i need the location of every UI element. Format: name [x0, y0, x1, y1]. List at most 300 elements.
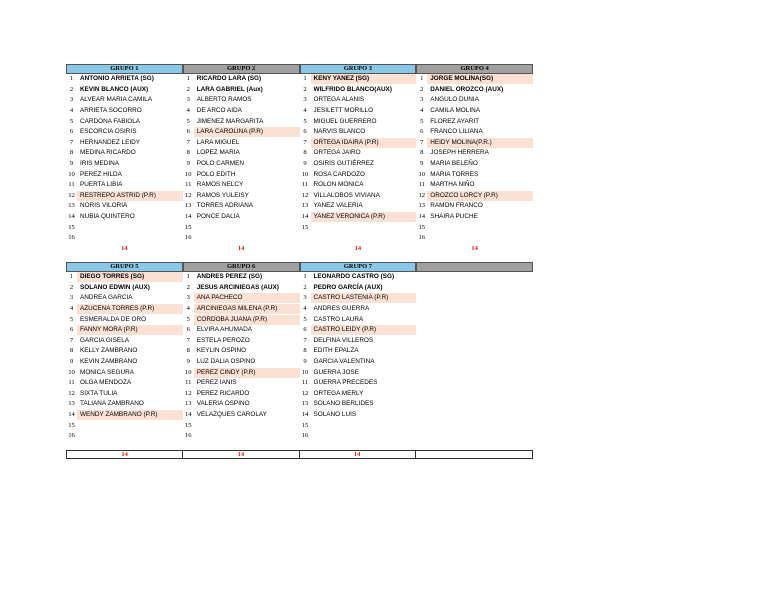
row-number: 12	[301, 389, 309, 397]
table-row	[183, 106, 300, 117]
row-number: 3	[303, 96, 307, 104]
row-number: 4	[69, 107, 74, 115]
member-name: VILLALOBOS VIVIANA	[313, 191, 380, 199]
group-count-row	[66, 450, 533, 459]
member-name: JOSEPH HERRERA	[430, 149, 489, 157]
table-row	[66, 410, 183, 421]
member-name: DELFINA VILLEROS	[313, 336, 374, 344]
table-row	[66, 180, 183, 191]
group-header: GRUPO 2	[183, 64, 300, 74]
member-name: YANEZ VALERIA	[313, 202, 363, 210]
row-number: 6	[69, 326, 74, 334]
row-number: 9	[303, 160, 307, 168]
row-number: 13	[301, 202, 309, 210]
member-name: DIEGO TORRES (SG)	[77, 272, 183, 282]
row-number: 8	[186, 149, 190, 157]
table-row	[300, 116, 417, 127]
row-number: 12	[68, 191, 75, 199]
member-name: ESCORCIA OSIRIS	[80, 128, 137, 136]
row-number: 4	[69, 305, 74, 313]
groups-table-bottom	[66, 262, 533, 442]
member-name: SOLANO EDWIN (AUX)	[80, 283, 150, 291]
group-count-row	[66, 244, 533, 254]
row-number: 2	[186, 85, 190, 93]
member-name	[77, 431, 183, 441]
member-name: ANDREA GARCIA	[80, 294, 133, 302]
member-name: TORRES ADRIANA	[196, 202, 254, 210]
row-number: 16	[184, 234, 192, 242]
member-name: ANDRES GUERRA	[313, 305, 370, 313]
member-name: AZUCENA TORRES (P.R)	[77, 304, 183, 314]
table-row	[183, 233, 300, 244]
member-name: KELLY ZAMBRANO	[80, 347, 138, 355]
row-number: 4	[186, 305, 190, 313]
row-number: 10	[301, 170, 309, 178]
table-row	[183, 272, 300, 283]
row-number: 13	[184, 400, 192, 408]
group-columns	[66, 272, 533, 442]
member-name: LEONARDO CASTRO (SG)	[313, 273, 395, 281]
member-name: MEDINA RICARDO	[80, 149, 136, 157]
table-row	[300, 74, 417, 85]
row-number: 15	[184, 223, 192, 231]
row-number: 3	[186, 96, 190, 104]
row-number: 10	[68, 368, 75, 376]
row-number: 11	[185, 379, 192, 387]
row-number: 3	[420, 96, 424, 104]
group-header: GRUPO 1	[66, 64, 183, 74]
row-number: 7	[69, 336, 74, 344]
table-row	[66, 293, 183, 304]
table-row	[300, 410, 417, 421]
table-row	[300, 389, 417, 400]
row-number: 4	[186, 107, 190, 115]
row-number: 8	[303, 347, 307, 355]
groups-table-top	[66, 64, 533, 254]
member-name: FLOREZ AYARIT	[430, 117, 480, 125]
member-name: PONCE DALIA	[196, 213, 240, 221]
table-row	[66, 420, 183, 431]
member-name: GARCIA VALENTINA	[313, 358, 375, 366]
row-number: 15	[184, 421, 192, 429]
group-header-row	[66, 64, 533, 74]
table-row	[300, 420, 417, 431]
row-number: 12	[418, 191, 426, 199]
table-row	[66, 191, 183, 202]
row-number: 4	[420, 107, 424, 115]
member-name: VELAZQUES CAROLAY	[196, 411, 267, 419]
member-name: OROZCO LORCY (P.R)	[427, 191, 533, 201]
table-row	[183, 357, 300, 368]
member-name: ANGULO DUNIA	[430, 96, 479, 104]
row-number: 5	[186, 315, 190, 323]
row-number: 8	[69, 149, 74, 157]
group-column	[416, 74, 533, 244]
row-number: 15	[301, 421, 309, 429]
member-name: SOLANO LUIS	[313, 411, 357, 419]
member-name: KEVIN ZAMBRANO	[80, 358, 138, 366]
row-number: 14	[301, 213, 309, 221]
table-row	[66, 378, 183, 389]
table-row	[66, 138, 183, 149]
table-row	[416, 180, 533, 191]
member-name: FRANCO LILIANA	[430, 128, 483, 136]
member-name: OSIRIS GUTIÉRREZ	[313, 160, 374, 168]
member-name: PUERTA LIBIA	[80, 181, 123, 189]
member-name: PEREZ IANIS	[196, 379, 237, 387]
group-header: GRUPO 6	[183, 262, 300, 272]
table-row	[300, 399, 417, 410]
member-name: SHAIRA PUCHE	[430, 213, 478, 221]
row-number: 10	[68, 170, 75, 178]
member-name: LUZ DALIA OSPINO	[196, 358, 256, 366]
row-number: 11	[301, 379, 309, 387]
table-row	[183, 367, 300, 378]
row-number: 1	[186, 273, 190, 281]
row-number: 2	[420, 85, 424, 93]
row-number: 1	[69, 273, 74, 281]
table-row	[66, 127, 183, 138]
row-number: 6	[186, 128, 190, 136]
table-row	[66, 357, 183, 368]
row-number: 10	[184, 170, 192, 178]
table-row	[66, 169, 183, 180]
row-number: 16	[68, 234, 75, 242]
table-row	[416, 212, 533, 223]
row-number: 10	[301, 368, 309, 376]
member-name	[194, 421, 300, 431]
member-name: ANTONIO ARRIETA (SG)	[80, 75, 154, 83]
group-header: GRUPO 4	[416, 64, 533, 74]
member-name: JIMENEZ MARGARITA	[196, 117, 264, 125]
member-name: ANDRES PEREZ (SG)	[196, 273, 263, 281]
row-number: 10	[418, 170, 426, 178]
member-count: 14	[183, 451, 299, 458]
member-name	[194, 233, 300, 243]
group-column	[183, 74, 300, 244]
member-name: PEDRO GARCÍA (AUX)	[313, 283, 383, 291]
table-row	[183, 389, 300, 400]
row-number: 9	[303, 358, 307, 366]
table-row	[300, 201, 417, 212]
row-number: 10	[184, 368, 192, 376]
row-number: 9	[186, 358, 190, 366]
table-row	[66, 95, 183, 106]
row-number: 6	[420, 128, 424, 136]
table-row	[300, 138, 417, 149]
member-count: 14	[471, 244, 478, 252]
table-row	[66, 201, 183, 212]
table-row	[183, 431, 300, 442]
member-count: 14	[354, 244, 362, 252]
member-name: ORTEGA MERLY	[313, 389, 364, 397]
row-number: 8	[186, 347, 190, 355]
member-name: RICARDO LARA (SG)	[196, 75, 262, 83]
row-number: 15	[418, 223, 426, 231]
row-number: 7	[303, 138, 307, 146]
member-name: MARIA TORRES	[430, 170, 479, 178]
member-name: ESMERALDA DE ORO	[80, 315, 147, 323]
row-number: 4	[303, 305, 307, 313]
member-name: LARA MIGUEL	[196, 138, 240, 146]
member-name	[77, 233, 183, 243]
table-row	[416, 85, 533, 96]
table-row	[416, 222, 533, 233]
row-number: 11	[68, 181, 75, 189]
table-row	[416, 116, 533, 127]
member-name: DE ARCO AIDA	[196, 107, 242, 115]
member-name: TALIANA ZAMBRANO	[80, 400, 144, 408]
row-number: 3	[303, 294, 307, 302]
member-name: JESUS ARCINIEGAS (AUX)	[196, 283, 279, 291]
member-name: RESTREPO ASTRID (P.R)	[77, 191, 183, 201]
member-name: WENDY ZAMBRANO (P.R)	[77, 410, 183, 420]
table-row	[66, 272, 183, 283]
member-name: IRIS MEDINA	[80, 160, 120, 168]
table-row	[183, 148, 300, 159]
table-row	[66, 389, 183, 400]
row-number: 3	[69, 96, 74, 104]
member-name: ARCINIEGAS MILENA (P.R)	[194, 304, 300, 314]
row-number: 3	[186, 294, 190, 302]
member-name: JORGE MOLINA(SG)	[427, 74, 533, 84]
table-row	[300, 367, 417, 378]
row-number: 2	[303, 283, 307, 291]
row-number: 5	[303, 117, 307, 125]
member-name: NORIS VILORIA	[80, 202, 128, 210]
table-row	[66, 222, 183, 233]
row-number: 13	[68, 202, 75, 210]
row-number: 5	[186, 117, 190, 125]
row-number: 6	[69, 128, 74, 136]
member-name: RAMON FRANCO	[430, 202, 483, 210]
group-column	[66, 74, 183, 244]
member-name	[311, 421, 417, 431]
row-number: 5	[69, 117, 74, 125]
group-header	[416, 262, 533, 272]
table-row	[183, 283, 300, 294]
member-name: RAMOS YULEISY	[196, 191, 249, 199]
table-row	[183, 74, 300, 85]
member-count: 14	[67, 451, 183, 458]
table-row	[183, 201, 300, 212]
member-name: KEYLIN OSPINO	[196, 347, 247, 355]
group-header-row	[66, 262, 533, 272]
member-count	[416, 451, 532, 458]
table-row	[66, 74, 183, 85]
row-number: 5	[303, 315, 307, 323]
table-row	[183, 325, 300, 336]
table-row	[300, 222, 417, 233]
table-row	[183, 346, 300, 357]
member-name	[194, 431, 300, 441]
member-name: VALERIA OSPINO	[196, 400, 250, 408]
group-column	[300, 272, 417, 442]
member-name	[311, 223, 417, 233]
table-row	[300, 148, 417, 159]
table-row	[183, 169, 300, 180]
table-row	[300, 293, 417, 304]
member-name	[311, 431, 417, 441]
table-row	[66, 314, 183, 325]
table-row	[183, 85, 300, 96]
member-name: ROSA CARDOZO	[313, 170, 365, 178]
member-name: POLO CARMEN	[196, 160, 244, 168]
table-row	[66, 367, 183, 378]
row-number: 7	[420, 138, 424, 146]
row-number: 8	[303, 149, 307, 157]
group-column	[183, 272, 300, 442]
row-number: 2	[186, 283, 190, 291]
row-number: 1	[303, 75, 307, 83]
row-number: 1	[186, 75, 190, 83]
row-number: 13	[68, 400, 75, 408]
row-number: 13	[301, 400, 309, 408]
member-name: NUBIA QUINTERO	[80, 213, 135, 221]
row-number: 11	[185, 181, 192, 189]
row-number: 5	[420, 117, 424, 125]
table-row	[300, 159, 417, 170]
member-name: PEREZ HILDA	[80, 170, 122, 178]
row-number: 14	[68, 213, 75, 221]
row-number: 8	[420, 149, 424, 157]
table-row	[66, 346, 183, 357]
table-row	[66, 212, 183, 223]
row-number: 7	[69, 138, 74, 146]
table-row	[66, 399, 183, 410]
table-row	[300, 314, 417, 325]
member-name: WILFRIDO BLANCO(AUX)	[313, 85, 392, 93]
member-name: CAMILA MOLINA	[430, 107, 480, 115]
row-number: 3	[69, 294, 74, 302]
row-number: 9	[186, 160, 190, 168]
member-name: GARCIA GISELA	[80, 336, 130, 344]
row-number: 16	[418, 234, 426, 242]
member-name: MONICA SEGURA	[80, 368, 134, 376]
member-name: ORTEGA JAIRO	[313, 149, 361, 157]
group-column	[300, 74, 417, 244]
member-name	[77, 421, 183, 431]
row-number: 11	[68, 379, 75, 387]
table-row	[183, 293, 300, 304]
member-count: 14	[121, 244, 128, 252]
row-number: 16	[68, 432, 75, 440]
table-row	[300, 378, 417, 389]
row-number: 16	[184, 432, 192, 440]
table-row	[183, 410, 300, 421]
member-name: HEIDY MOLINA(P.R.)	[427, 138, 533, 148]
member-name	[427, 223, 533, 233]
member-name: PEREZ RICARDO	[196, 389, 250, 397]
table-row	[183, 127, 300, 138]
group-header: GRUPO 5	[66, 262, 183, 272]
row-number: 1	[303, 273, 307, 281]
member-name: PEREZ CINDY (P.R)	[194, 368, 300, 378]
group-header: GRUPO 3	[300, 64, 417, 74]
table-row	[416, 169, 533, 180]
row-number: 6	[186, 326, 190, 334]
row-number: 12	[184, 389, 192, 397]
table-row	[300, 336, 417, 347]
table-row	[300, 169, 417, 180]
row-number: 12	[184, 191, 192, 199]
table-row	[183, 138, 300, 149]
group-column	[416, 272, 533, 442]
row-number: 14	[418, 213, 426, 221]
table-row	[183, 222, 300, 233]
row-number: 15	[68, 223, 75, 231]
table-row	[300, 180, 417, 191]
member-name: NARVIS BLANCO	[313, 128, 366, 136]
table-row	[300, 85, 417, 96]
row-number: 7	[186, 138, 190, 146]
row-number: 1	[69, 75, 74, 83]
table-row	[300, 127, 417, 138]
row-number: 6	[303, 128, 307, 136]
row-number: 9	[420, 160, 424, 168]
member-name: FANNY MORA (P.R)	[77, 325, 183, 335]
table-row	[300, 95, 417, 106]
member-name: ESTELA PEROZO	[196, 336, 250, 344]
table-row	[66, 431, 183, 442]
row-number: 2	[69, 85, 74, 93]
member-name: CASTRO LAURA	[313, 315, 364, 323]
table-row	[66, 304, 183, 315]
member-name: ARRIETA SOCORRO	[80, 107, 142, 115]
member-name: LARA CAROLINA (P.R)	[194, 127, 300, 137]
table-row	[300, 304, 417, 315]
table-row	[183, 420, 300, 431]
member-name: MARTHA NIÑO	[430, 181, 475, 189]
row-number: 9	[69, 358, 74, 366]
member-name: SIXTA TULIA	[80, 389, 118, 397]
row-number: 14	[184, 411, 192, 419]
row-number: 13	[184, 202, 192, 210]
table-row	[416, 74, 533, 85]
member-name	[427, 233, 533, 243]
table-row	[183, 212, 300, 223]
table-row	[416, 95, 533, 106]
member-name: CASTRO LEIDY (P.R)	[311, 325, 417, 335]
member-name: DANIEL OROZCO (AUX)	[430, 85, 504, 93]
table-row	[183, 116, 300, 127]
table-row	[416, 159, 533, 170]
member-name: JESILETT MORILLO	[313, 107, 374, 115]
table-row	[66, 233, 183, 244]
table-row	[66, 336, 183, 347]
group-header: GRUPO 7	[300, 262, 417, 272]
member-name: MIGUEL GUERRERO	[313, 117, 377, 125]
table-row	[66, 106, 183, 117]
row-number: 11	[301, 181, 309, 189]
row-number: 14	[184, 213, 192, 221]
row-number: 7	[186, 336, 190, 344]
table-row	[183, 378, 300, 389]
table-row	[183, 399, 300, 410]
row-number: 14	[68, 411, 75, 419]
member-name: ELVIRA AHUMADA	[196, 326, 253, 334]
member-name: OLGA MENDOZA	[80, 379, 132, 387]
table-row	[416, 106, 533, 117]
row-number: 7	[303, 336, 307, 344]
row-number: 13	[418, 202, 426, 210]
row-number: 4	[303, 107, 307, 115]
table-row	[416, 191, 533, 202]
member-count: 14	[237, 244, 245, 252]
row-number: 15	[301, 223, 309, 231]
table-row	[66, 283, 183, 294]
table-row	[300, 272, 417, 283]
